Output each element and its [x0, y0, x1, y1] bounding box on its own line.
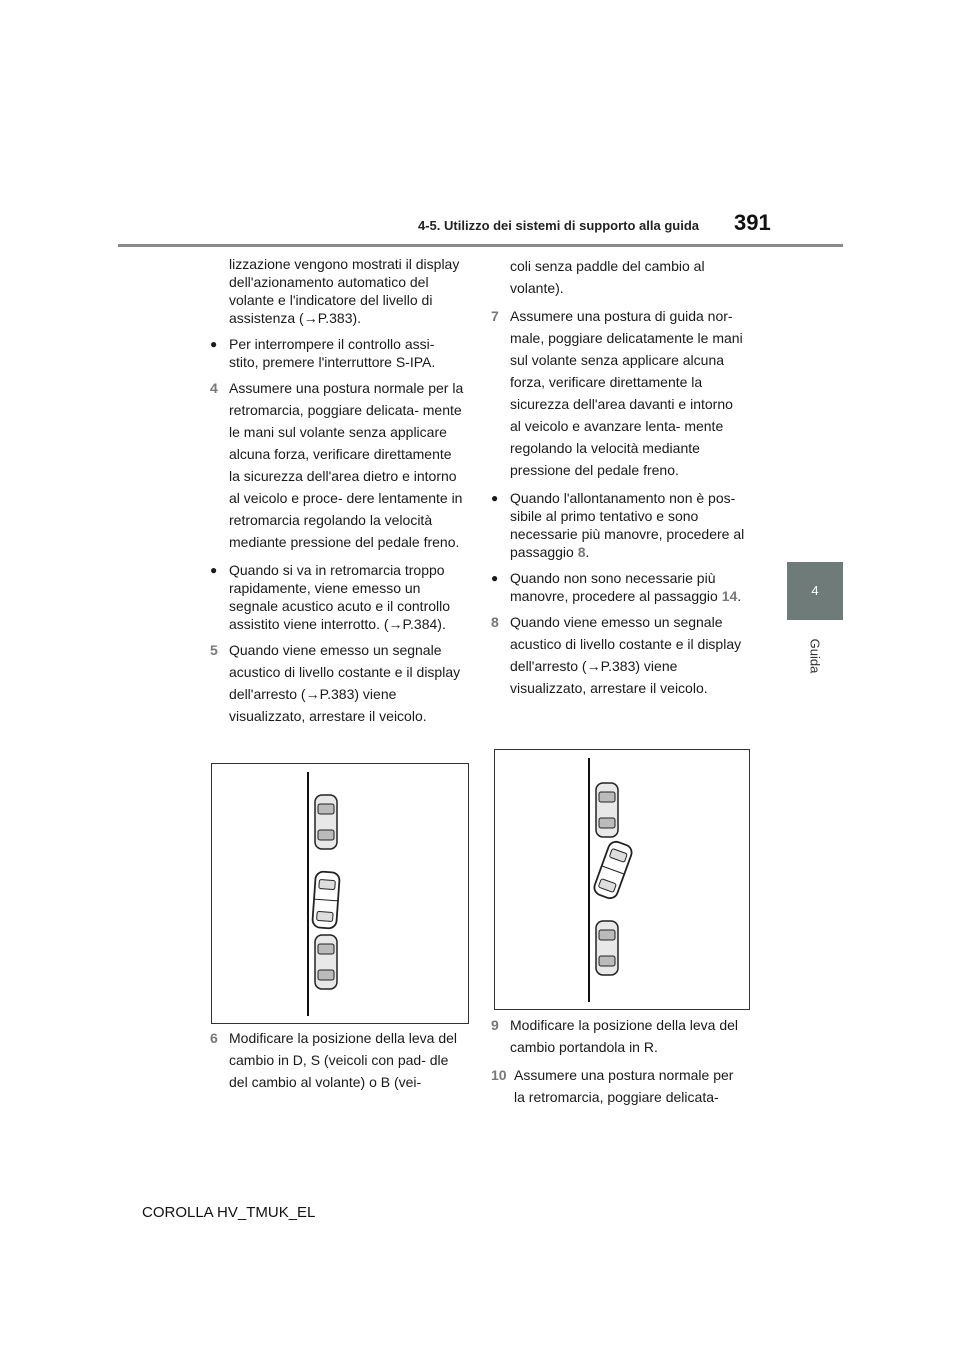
step-number: 6: [210, 1030, 218, 1046]
parking-diagram-svg: [495, 750, 749, 1009]
step-text: Modificare la posizione della leva del cambio in D, S (veicoli con pad- dle del cambio al volante) o B (vei-: [229, 1030, 458, 1090]
bullet-icon: ●: [491, 491, 499, 505]
step-number: 4: [210, 380, 218, 396]
step-text: Quando viene emesso un segnale acustico di livello costante e il display dell'arresto (→P.383) viene visualizzato, arrestare il veicolo.: [510, 614, 742, 696]
left-column-continued: [210, 1029, 466, 1101]
bullet-icon: ●: [491, 571, 499, 585]
bullet-icon: ●: [210, 337, 218, 351]
step-4: [210, 379, 466, 553]
list-item: [491, 489, 747, 561]
running-header: 4-5. Utilizzo dei sistemi di supporto alla guida: [418, 218, 699, 233]
step-10: [491, 1066, 747, 1108]
step-number: 5: [210, 642, 218, 658]
bullet-text: Per interrompere il controllo assi- stito, premere l'interruttore S-IPA.: [229, 336, 436, 370]
left-column: [210, 255, 466, 735]
step-number: 8: [491, 614, 499, 630]
continuation-text: coli senza paddle del cambio al volante).: [510, 258, 705, 296]
bullet-icon: ●: [210, 563, 218, 577]
bullet-text: Quando non sono necessarie più manovre, procedere al passaggio: [510, 570, 718, 604]
step-number: 9: [491, 1017, 499, 1033]
bullet-text-wrap: Quando non sono necessarie più manovre, procedere al passaggio 14.: [510, 570, 742, 604]
own-car-icon: [312, 871, 340, 929]
step-8: [491, 613, 747, 699]
parking-illustration-left: [211, 763, 469, 1024]
parked-car-icon: [596, 783, 618, 837]
continuation-text: lizzazione vengono mostrati il display dell'azionamento automatico del volante e l'indicatore del livello di assistenza (→P.383).: [229, 256, 460, 326]
parked-car-icon: [596, 921, 618, 975]
parking-illustration-right: [494, 749, 750, 1010]
header-rule: [118, 244, 843, 247]
right-column-continued: [491, 1016, 747, 1116]
step-9: [491, 1016, 747, 1058]
right-column: [491, 255, 747, 707]
page-number: 391: [734, 210, 771, 235]
parked-car-icon: [315, 935, 337, 989]
bullet-text: Quando si va in retromarcia troppo rapidamente, viene emesso un segnale acustico acuto e il controllo assistito viene interrotto. (→P.384).: [229, 562, 451, 632]
bullet-text: Quando l'allontanamento non è pos- sibile al primo tentativo e sono necessarie più manovre, procedere al passaggio: [510, 490, 745, 560]
step-number: 10: [491, 1067, 507, 1083]
step-reference[interactable]: 14: [721, 588, 738, 604]
parked-car-icon: [315, 795, 337, 849]
step-text: Assumere una postura normale per la retromarcia, poggiare delicata- mente le mani sul volante senza applicare alcuna forza, verificare direttamente la sicurezza dell'area dietro e intorno al veicolo e proce- dere lentamente in retromarcia regolando la velocità mediante pressione del pedale freno.: [229, 380, 464, 550]
step-text: Quando viene emesso un segnale acustico di livello costante e il display dell'arresto (→P.383) viene visualizzato, arrestare il veicolo.: [229, 642, 461, 724]
step-6: [210, 1029, 466, 1093]
chapter-tab[interactable]: 4: [787, 562, 843, 620]
step-text: Assumere una postura di guida nor- male, poggiare delicatamente le mani sul volante senza applicare alcuna forza, verificare direttamente la sicurezza dell'area davanti e intorno al veicolo e avanzare lenta- mente regolando la velocità mediante pressione del pedale freno.: [510, 308, 743, 478]
step-text: Modificare la posizione della leva del cambio portandola in R.: [510, 1017, 739, 1055]
list-item: [210, 561, 466, 633]
parking-diagram-svg: [212, 764, 468, 1023]
footer-model-code: COROLLA HV_TMUK_EL: [142, 1204, 316, 1221]
chapter-tab-label: Guida: [807, 638, 823, 674]
list-item: [491, 569, 747, 605]
step-5: [210, 641, 466, 727]
own-car-icon: [592, 840, 634, 901]
step-7: [491, 307, 747, 481]
step-text: Assumere una postura normale per la retromarcia, poggiare delicata-: [514, 1067, 734, 1105]
step-number: 7: [491, 308, 499, 324]
bullet-text-wrap: Quando l'allontanamento non è pos- sibile al primo tentativo e sono necessarie più manovre, procedere al passaggio 8.: [510, 490, 745, 560]
step-reference[interactable]: 8: [577, 544, 586, 560]
list-item: [210, 335, 466, 371]
